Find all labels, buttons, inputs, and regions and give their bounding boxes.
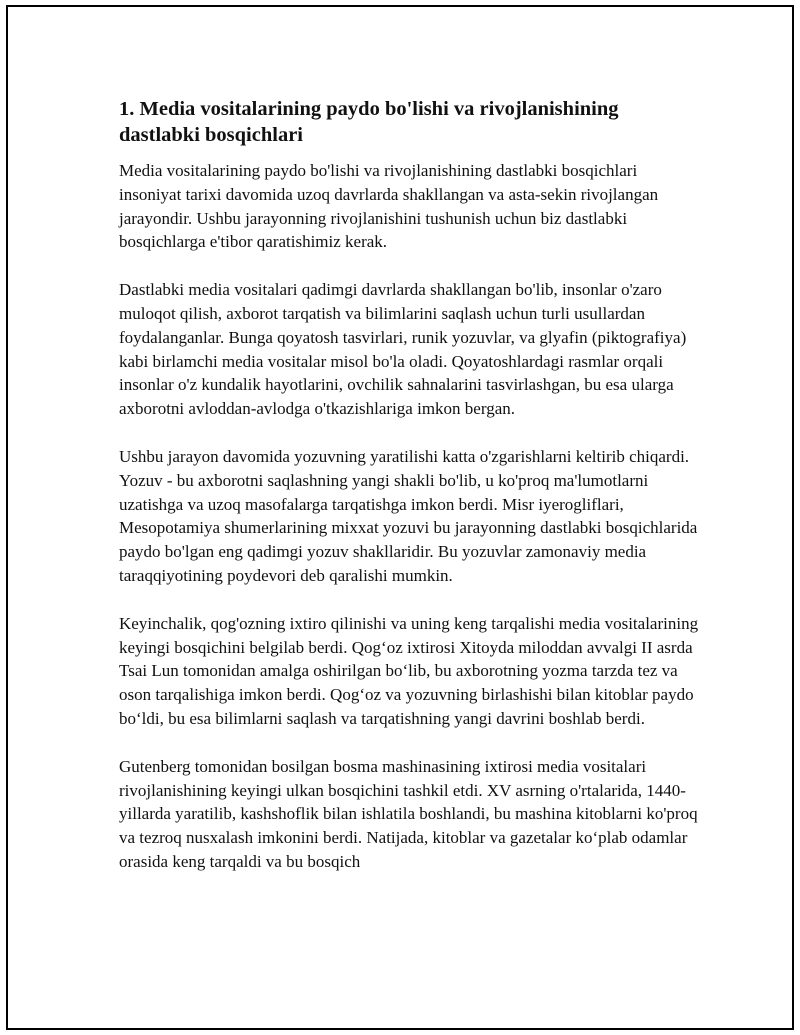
- paragraph-4: Keyinchalik, qog'ozning ixtiro qilinishi va uning keng tarqalishi media vositalarining keyingi bosqichini belgilab berdi. Qog‘oz ixtirosi Xitoyda miloddan avvalgi II asrda Tsai Lun tomonidan amalga oshirilgan bo‘lib, bu axborotning yozma tarzda tez va oson tarqalishiga imkon berdi. Qog‘oz va yozuvning birlashishi bilan kitoblar paydo bo‘ldi, bu esa bilimlarni saqlash va tarqatishning yangi davrini boshlab berdi.: [119, 613, 699, 728]
- page-frame: [6, 5, 794, 1030]
- paragraph-3: Ushbu jarayon davomida yozuvning yaratilishi katta o'zgarishlarni keltirib chiqardi. Yozuv - bu axborotni saqlashning yangi shakli bo'lib, u ko'proq ma'lumotlarni uzatishga va uzoq masofalarga tarqatishga imkon berdi. Misr iyerogliflari, Mesopotamiya shumerlarining mixxat yozuvi bu jarayonning dastlabki bosqichlarida paydo bo'lgan eng qadimgi yozuv shakllaridir. Bu yozuvlar zamonaviy media taraqqiyotining poydevori deb qaralishi mumkin.: [119, 446, 698, 585]
- paragraph-2: Dastlabki media vositalari qadimgi davrlarda shakllangan bo'lib, insonlar o'zaro muloqot qilish, axborot tarqatish va bilimlarini saqlash uchun turli usullardan foydalanganlar. Bunga qoyatosh tasvirlari, runik yozuvlar, va glyafin (piktografiya) kabi birlamchi media vositalar misol bo'la oladi. Qoyatoshlardagi rasmlar orqali insonlar o'z kundalik hayotlarini, ovchilik sahnalarini tasvirlashgan, bu esa ularga axborotni avloddan-avlodga o'tkazishlariga imkon bergan.: [119, 280, 687, 419]
- document-body: [119, 96, 699, 898]
- paragraph-5: Gutenberg tomonidan bosilgan bosma mashinasining ixtirosi media vositalari rivojlanishining keyingi ulkan bosqichini tashkil etdi. XV asrning o'rtalarida, 1440-yillarda yaratilib, kashshoflik bilan ishlatila boshlandi, bu mashina kitoblarni ko'proq va tezroq nusxalash imkonini berdi. Natijada, kitoblar va gazetalar ko‘plab odamlar orasida keng tarqaldi va bu bosqich: [119, 756, 698, 871]
- paragraph-1: Media vositalarining paydo bo'lishi va rivojlanishining dastlabki bosqichlari insoniyat tarixi davomida uzoq davrlarda shakllangan va asta-sekin rivojlangan jarayondir. Ushbu jarayonning rivojlanishini tushunish uchun biz dastlabki bosqichlarga e'tibor qaratishimiz kerak.: [119, 161, 659, 252]
- section-heading: 1. Media vositalarining paydo bo'lishi va rivojlanishining dastlabki bosqichlari: [119, 98, 619, 146]
